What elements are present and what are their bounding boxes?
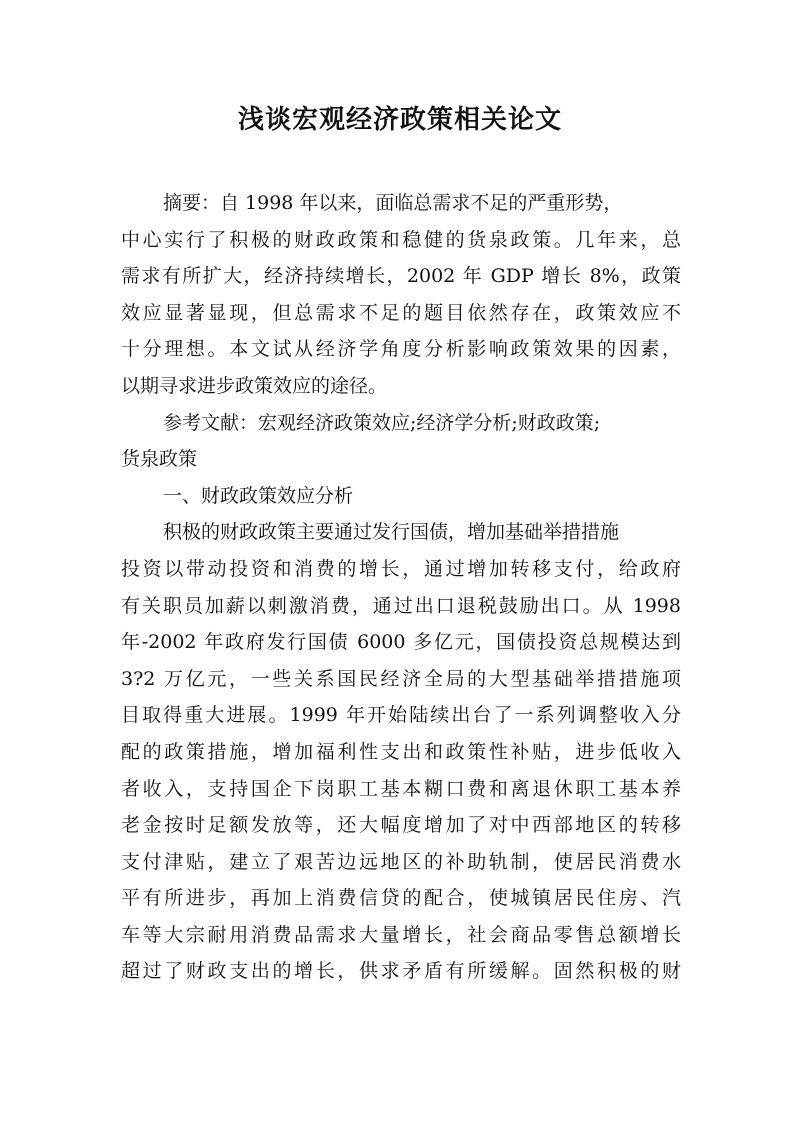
paragraph-line: 年-2002 年政府发行国债 6000 多亿元，国债投资总规模达到 — [121, 631, 681, 654]
abstract-line: 需求有所扩大，经济持续增长，2002 年 GDP 增长 8%，政策 — [121, 265, 681, 288]
paragraph-line: 者收入，支持国企下岗职工基本糊口费和离退休职工基本养 — [121, 777, 681, 800]
paragraph-line: 目取得重大进展。1999 年开始陆续出台了一系列调整收入分 — [121, 704, 681, 727]
keywords-line: 货泉政策 — [121, 448, 198, 471]
abstract-line: 效应显著显现，但总需求不足的题目依然存在，政策效应不 — [121, 301, 681, 324]
paragraph-line: 积极的财政政策主要通过发行国债，增加基础举措措施 — [163, 521, 620, 544]
abstract-line: 十分理想。本文试从经济学角度分析影响政策效果的因素， — [121, 338, 681, 361]
paragraph-line: 有关职员加薪以刺激消费，通过出口退税鼓励出口。从 1998 — [121, 594, 681, 617]
paragraph-line: 超过了财政支出的增长，供求矛盾有所缓解。固然积极的财 — [121, 960, 681, 983]
abstract-line: 摘要：自 1998 年以来，面临总需求不足的严重形势， — [163, 192, 623, 214]
abstract-line: 中心实行了积极的财政政策和稳健的货泉政策。几年来，总 — [121, 228, 681, 251]
paragraph-line: 支付津贴，建立了艰苦边远地区的补助轨制，使居民消费水 — [121, 850, 681, 873]
keywords-line: 参考文献：宏观经济政策效应;经济学分析;财政政策; — [163, 411, 601, 434]
abstract-line: 以期寻求进步政策效应的途径。 — [121, 374, 388, 397]
section-heading: 一、财政政策效应分析 — [163, 484, 354, 507]
document-title: 浅谈宏观经济政策相关论文 — [237, 105, 562, 135]
paragraph-line: 投资以带动投资和消费的增长，通过增加转移支付，给政府 — [121, 557, 681, 580]
paragraph-line: 3?2 万亿元，一些关系国民经济全局的大型基础举措措施项 — [121, 667, 681, 690]
paragraph-line: 老金按时足额发放等，还大幅度增加了对中西部地区的转移 — [121, 814, 681, 837]
document-body — [121, 185, 681, 990]
paragraph-line: 车等大宗耐用消费品需求大量增长，社会商品零售总额增长 — [121, 923, 681, 946]
paragraph-line: 平有所进步，再加上消费信贷的配合，使城镇居民住房、汽 — [121, 887, 681, 910]
paragraph-line: 配的政策措施，增加福利性支出和政策性补贴，进步低收入 — [121, 740, 681, 763]
